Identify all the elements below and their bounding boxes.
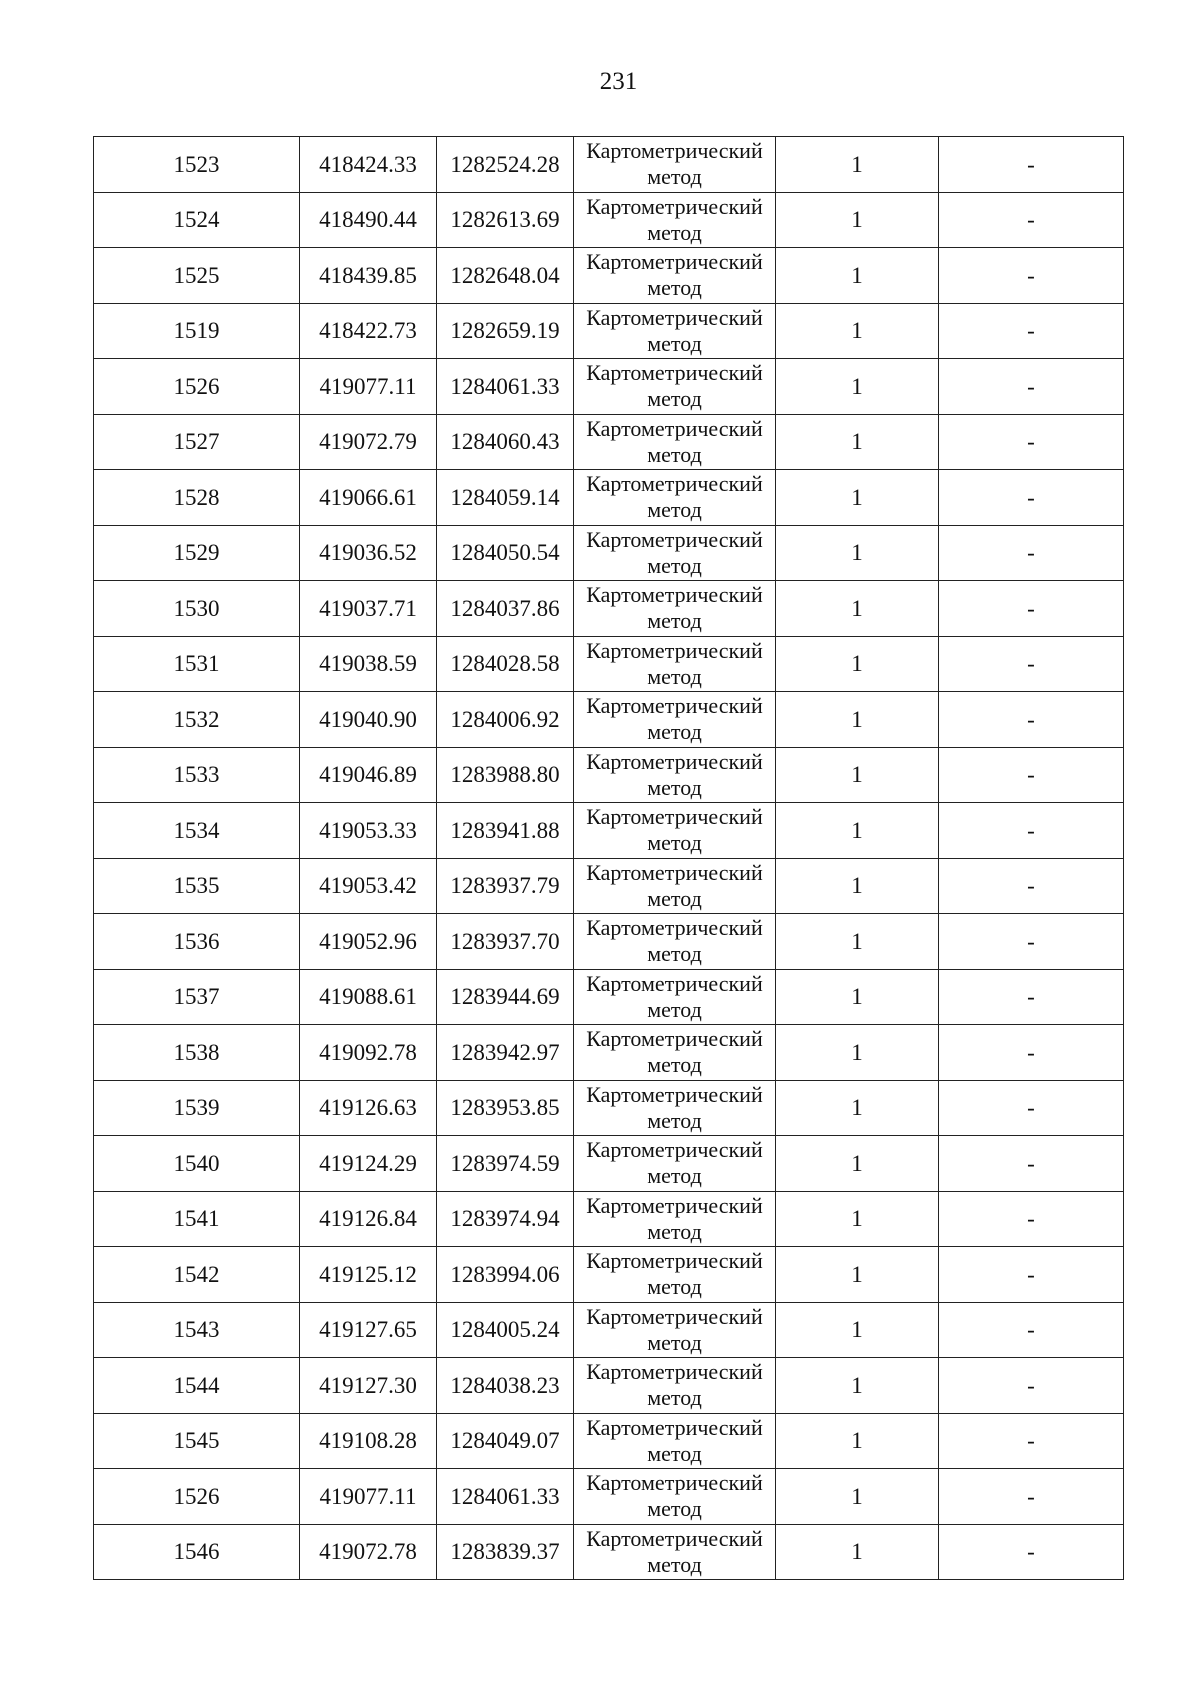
y-coordinate-cell: 1283937.79 <box>437 858 574 914</box>
point-number-cell: 1539 <box>94 1080 300 1136</box>
method-text-line2: метод <box>647 1496 702 1521</box>
note-cell: - <box>939 414 1124 470</box>
point-number-cell: 1537 <box>94 969 300 1025</box>
table-row <box>94 1469 1124 1525</box>
note-cell: - <box>939 1191 1124 1247</box>
method-text-line2: метод <box>647 164 702 189</box>
method-text-line2: метод <box>647 830 702 855</box>
accuracy-cell: 1 <box>776 1080 939 1136</box>
method-text-line2: метод <box>647 330 702 356</box>
method-text-line1: Картометрический <box>586 582 763 607</box>
y-coordinate-cell: 1284059.14 <box>437 470 574 526</box>
note-cell: - <box>939 581 1124 637</box>
accuracy-cell: 1 <box>776 914 939 970</box>
x-coordinate-cell: 419046.89 <box>300 747 437 803</box>
method-text-line1: Картометрический <box>586 1470 763 1495</box>
method-cell <box>574 1025 776 1081</box>
point-number-cell: 1538 <box>94 1025 300 1081</box>
method-text-line2: метод <box>647 219 702 245</box>
x-coordinate-cell: 419037.71 <box>300 581 437 637</box>
page-number: 231 <box>599 68 638 95</box>
accuracy-cell: 1 <box>776 692 939 748</box>
method-text-line1: Картометрический <box>586 970 763 996</box>
table-row <box>94 747 1124 803</box>
coordinates-table-body <box>94 137 1124 1580</box>
y-coordinate-cell: 1283942.97 <box>437 1025 574 1081</box>
method-text-line2: метод <box>647 719 702 744</box>
method-text-line1: Картометрический <box>586 748 763 774</box>
table-row <box>94 914 1124 970</box>
note-cell: - <box>939 137 1124 193</box>
x-coordinate-cell: 419108.28 <box>300 1413 437 1469</box>
method-text-line2: метод <box>647 1329 702 1355</box>
point-number-cell: 1543 <box>94 1302 300 1358</box>
method-text-line1: Картометрический <box>586 1303 763 1329</box>
method-text-line1: Картометрический <box>586 915 763 940</box>
accuracy-cell: 1 <box>776 1413 939 1469</box>
method-text-line1: Картометрический <box>586 249 763 274</box>
x-coordinate-cell: 419053.33 <box>300 803 437 859</box>
point-number-cell: 1546 <box>94 1524 300 1580</box>
point-number-cell: 1531 <box>94 636 300 692</box>
method-text-line2: метод <box>647 497 702 522</box>
x-coordinate-cell: 419126.84 <box>300 1191 437 1247</box>
method-text-line1: Картометрический <box>586 637 763 663</box>
note-cell: - <box>939 636 1124 692</box>
table-row <box>94 858 1124 914</box>
accuracy-cell: 1 <box>776 525 939 581</box>
table-row <box>94 1025 1124 1081</box>
accuracy-cell: 1 <box>776 858 939 914</box>
x-coordinate-cell: 419036.52 <box>300 525 437 581</box>
note-cell: - <box>939 1025 1124 1081</box>
accuracy-cell: 1 <box>776 1191 939 1247</box>
x-coordinate-cell: 418490.44 <box>300 192 437 248</box>
y-coordinate-cell: 1283994.06 <box>437 1247 574 1303</box>
accuracy-cell: 1 <box>776 470 939 526</box>
method-text-line1: Картометрический <box>586 804 763 829</box>
x-coordinate-cell: 419072.78 <box>300 1524 437 1580</box>
table-row <box>94 803 1124 859</box>
table-row <box>94 192 1124 248</box>
method-text-line2: метод <box>647 885 702 911</box>
table-row <box>94 636 1124 692</box>
table-row <box>94 1136 1124 1192</box>
coordinates-table <box>93 136 1124 1580</box>
table-row <box>94 1080 1124 1136</box>
table-row <box>94 303 1124 359</box>
method-cell <box>574 248 776 304</box>
point-number-cell: 1525 <box>94 248 300 304</box>
point-number-cell: 1523 <box>94 137 300 193</box>
x-coordinate-cell: 418422.73 <box>300 303 437 359</box>
x-coordinate-cell: 419052.96 <box>300 914 437 970</box>
method-text-line2: метод <box>647 1385 702 1410</box>
y-coordinate-cell: 1284061.33 <box>437 1469 574 1525</box>
y-coordinate-cell: 1284037.86 <box>437 581 574 637</box>
accuracy-cell: 1 <box>776 248 939 304</box>
table-row <box>94 1524 1124 1580</box>
method-text-line1: Картометрический <box>586 1081 763 1107</box>
note-cell: - <box>939 359 1124 415</box>
note-cell: - <box>939 248 1124 304</box>
y-coordinate-cell: 1283974.59 <box>437 1136 574 1192</box>
method-text-line2: метод <box>647 386 702 411</box>
method-cell <box>574 1136 776 1192</box>
y-coordinate-cell: 1282613.69 <box>437 192 574 248</box>
x-coordinate-cell: 419077.11 <box>300 359 437 415</box>
table-row <box>94 525 1124 581</box>
table-row <box>94 414 1124 470</box>
method-text-line1: Картометрический <box>586 526 763 552</box>
accuracy-cell: 1 <box>776 1302 939 1358</box>
accuracy-cell: 1 <box>776 1136 939 1192</box>
method-text-line1: Картометрический <box>586 859 763 885</box>
y-coordinate-cell: 1283839.37 <box>437 1524 574 1580</box>
point-number-cell: 1536 <box>94 914 300 970</box>
y-coordinate-cell: 1284060.43 <box>437 414 574 470</box>
point-number-cell: 1542 <box>94 1247 300 1303</box>
method-cell <box>574 858 776 914</box>
note-cell: - <box>939 1524 1124 1580</box>
note-cell: - <box>939 1469 1124 1525</box>
method-cell <box>574 581 776 637</box>
method-text-line1: Картометрический <box>586 1248 763 1273</box>
accuracy-cell: 1 <box>776 1469 939 1525</box>
method-text-line1: Картометрический <box>586 693 763 718</box>
method-cell <box>574 1413 776 1469</box>
table-row <box>94 692 1124 748</box>
point-number-cell: 1545 <box>94 1413 300 1469</box>
accuracy-cell: 1 <box>776 969 939 1025</box>
method-text-line2: метод <box>647 1218 702 1244</box>
note-cell: - <box>939 470 1124 526</box>
point-number-cell: 1527 <box>94 414 300 470</box>
y-coordinate-cell: 1284028.58 <box>437 636 574 692</box>
method-cell <box>574 192 776 248</box>
method-text-line1: Картометрический <box>586 138 763 163</box>
table-row <box>94 1413 1124 1469</box>
method-text-line1: Картометрический <box>586 471 763 496</box>
method-text-line1: Картометрический <box>586 1137 763 1162</box>
method-text-line2: метод <box>647 1052 702 1077</box>
accuracy-cell: 1 <box>776 414 939 470</box>
point-number-cell: 1535 <box>94 858 300 914</box>
method-cell <box>574 914 776 970</box>
y-coordinate-cell: 1284038.23 <box>437 1358 574 1414</box>
method-text-line2: метод <box>647 275 702 300</box>
x-coordinate-cell: 419127.30 <box>300 1358 437 1414</box>
y-coordinate-cell: 1282659.19 <box>437 303 574 359</box>
method-text-line1: Картометрический <box>586 360 763 385</box>
note-cell: - <box>939 1413 1124 1469</box>
x-coordinate-cell: 419125.12 <box>300 1247 437 1303</box>
method-text-line2: метод <box>647 663 702 689</box>
point-number-cell: 1540 <box>94 1136 300 1192</box>
x-coordinate-cell: 419127.65 <box>300 1302 437 1358</box>
note-cell: - <box>939 1080 1124 1136</box>
method-text-line2: метод <box>647 1274 702 1299</box>
x-coordinate-cell: 419092.78 <box>300 1025 437 1081</box>
y-coordinate-cell: 1284061.33 <box>437 359 574 415</box>
y-coordinate-cell: 1283937.70 <box>437 914 574 970</box>
note-cell: - <box>939 969 1124 1025</box>
method-cell <box>574 747 776 803</box>
table-row <box>94 137 1124 193</box>
y-coordinate-cell: 1283953.85 <box>437 1080 574 1136</box>
x-coordinate-cell: 419077.11 <box>300 1469 437 1525</box>
y-coordinate-cell: 1283944.69 <box>437 969 574 1025</box>
point-number-cell: 1532 <box>94 692 300 748</box>
method-cell <box>574 1080 776 1136</box>
method-cell <box>574 303 776 359</box>
accuracy-cell: 1 <box>776 359 939 415</box>
method-text-line2: метод <box>647 608 702 633</box>
x-coordinate-cell: 419038.59 <box>300 636 437 692</box>
x-coordinate-cell: 419088.61 <box>300 969 437 1025</box>
note-cell: - <box>939 525 1124 581</box>
table-row <box>94 470 1124 526</box>
method-text-line1: Картометрический <box>586 1525 763 1551</box>
x-coordinate-cell: 419053.42 <box>300 858 437 914</box>
point-number-cell: 1526 <box>94 1469 300 1525</box>
method-text-line2: метод <box>647 1107 702 1133</box>
x-coordinate-cell: 418424.33 <box>300 137 437 193</box>
point-number-cell: 1519 <box>94 303 300 359</box>
note-cell: - <box>939 303 1124 359</box>
method-text-line1: Картометрический <box>586 1359 763 1384</box>
method-cell <box>574 137 776 193</box>
method-text-line1: Картометрический <box>586 1192 763 1218</box>
note-cell: - <box>939 914 1124 970</box>
method-cell <box>574 1469 776 1525</box>
method-cell <box>574 359 776 415</box>
note-cell: - <box>939 1358 1124 1414</box>
method-cell <box>574 1358 776 1414</box>
point-number-cell: 1544 <box>94 1358 300 1414</box>
method-text-line1: Картометрический <box>586 415 763 441</box>
table-row <box>94 969 1124 1025</box>
method-cell <box>574 525 776 581</box>
note-cell: - <box>939 692 1124 748</box>
x-coordinate-cell: 419126.63 <box>300 1080 437 1136</box>
y-coordinate-cell: 1283988.80 <box>437 747 574 803</box>
method-cell <box>574 636 776 692</box>
point-number-cell: 1533 <box>94 747 300 803</box>
method-cell <box>574 1191 776 1247</box>
y-coordinate-cell: 1284006.92 <box>437 692 574 748</box>
y-coordinate-cell: 1283941.88 <box>437 803 574 859</box>
point-number-cell: 1534 <box>94 803 300 859</box>
accuracy-cell: 1 <box>776 192 939 248</box>
method-cell <box>574 1302 776 1358</box>
method-cell <box>574 1524 776 1580</box>
method-text-line2: метод <box>647 941 702 966</box>
y-coordinate-cell: 1282524.28 <box>437 137 574 193</box>
method-cell <box>574 803 776 859</box>
method-text-line2: метод <box>647 1163 702 1188</box>
x-coordinate-cell: 419124.29 <box>300 1136 437 1192</box>
method-text-line2: метод <box>647 1551 702 1577</box>
method-text-line2: метод <box>647 441 702 467</box>
method-cell <box>574 1247 776 1303</box>
y-coordinate-cell: 1283974.94 <box>437 1191 574 1247</box>
note-cell: - <box>939 1247 1124 1303</box>
y-coordinate-cell: 1284050.54 <box>437 525 574 581</box>
table-row <box>94 248 1124 304</box>
method-text-line1: Картометрический <box>586 193 763 219</box>
table-row <box>94 1247 1124 1303</box>
point-number-cell: 1529 <box>94 525 300 581</box>
method-cell <box>574 692 776 748</box>
method-cell <box>574 969 776 1025</box>
x-coordinate-cell: 419040.90 <box>300 692 437 748</box>
note-cell: - <box>939 803 1124 859</box>
note-cell: - <box>939 1302 1124 1358</box>
method-cell <box>574 414 776 470</box>
method-text-line2: метод <box>647 774 702 800</box>
accuracy-cell: 1 <box>776 137 939 193</box>
y-coordinate-cell: 1284005.24 <box>437 1302 574 1358</box>
table-row <box>94 1191 1124 1247</box>
method-text-line1: Картометрический <box>586 304 763 330</box>
accuracy-cell: 1 <box>776 1025 939 1081</box>
note-cell: - <box>939 747 1124 803</box>
y-coordinate-cell: 1284049.07 <box>437 1413 574 1469</box>
x-coordinate-cell: 419072.79 <box>300 414 437 470</box>
accuracy-cell: 1 <box>776 636 939 692</box>
point-number-cell: 1528 <box>94 470 300 526</box>
point-number-cell: 1541 <box>94 1191 300 1247</box>
accuracy-cell: 1 <box>776 303 939 359</box>
method-cell <box>574 470 776 526</box>
table-row <box>94 1358 1124 1414</box>
note-cell: - <box>939 858 1124 914</box>
method-text-line1: Картометрический <box>586 1414 763 1440</box>
point-number-cell: 1524 <box>94 192 300 248</box>
x-coordinate-cell: 419066.61 <box>300 470 437 526</box>
accuracy-cell: 1 <box>776 1358 939 1414</box>
method-text-line2: метод <box>647 996 702 1022</box>
x-coordinate-cell: 418439.85 <box>300 248 437 304</box>
accuracy-cell: 1 <box>776 1247 939 1303</box>
accuracy-cell: 1 <box>776 581 939 637</box>
accuracy-cell: 1 <box>776 1524 939 1580</box>
point-number-cell: 1530 <box>94 581 300 637</box>
accuracy-cell: 1 <box>776 803 939 859</box>
note-cell: - <box>939 192 1124 248</box>
table-row <box>94 581 1124 637</box>
method-text-line2: метод <box>647 552 702 578</box>
method-text-line1: Картометрический <box>586 1026 763 1051</box>
table-row <box>94 359 1124 415</box>
point-number-cell: 1526 <box>94 359 300 415</box>
note-cell: - <box>939 1136 1124 1192</box>
method-text-line2: метод <box>647 1440 702 1466</box>
y-coordinate-cell: 1282648.04 <box>437 248 574 304</box>
table-row <box>94 1302 1124 1358</box>
accuracy-cell: 1 <box>776 747 939 803</box>
